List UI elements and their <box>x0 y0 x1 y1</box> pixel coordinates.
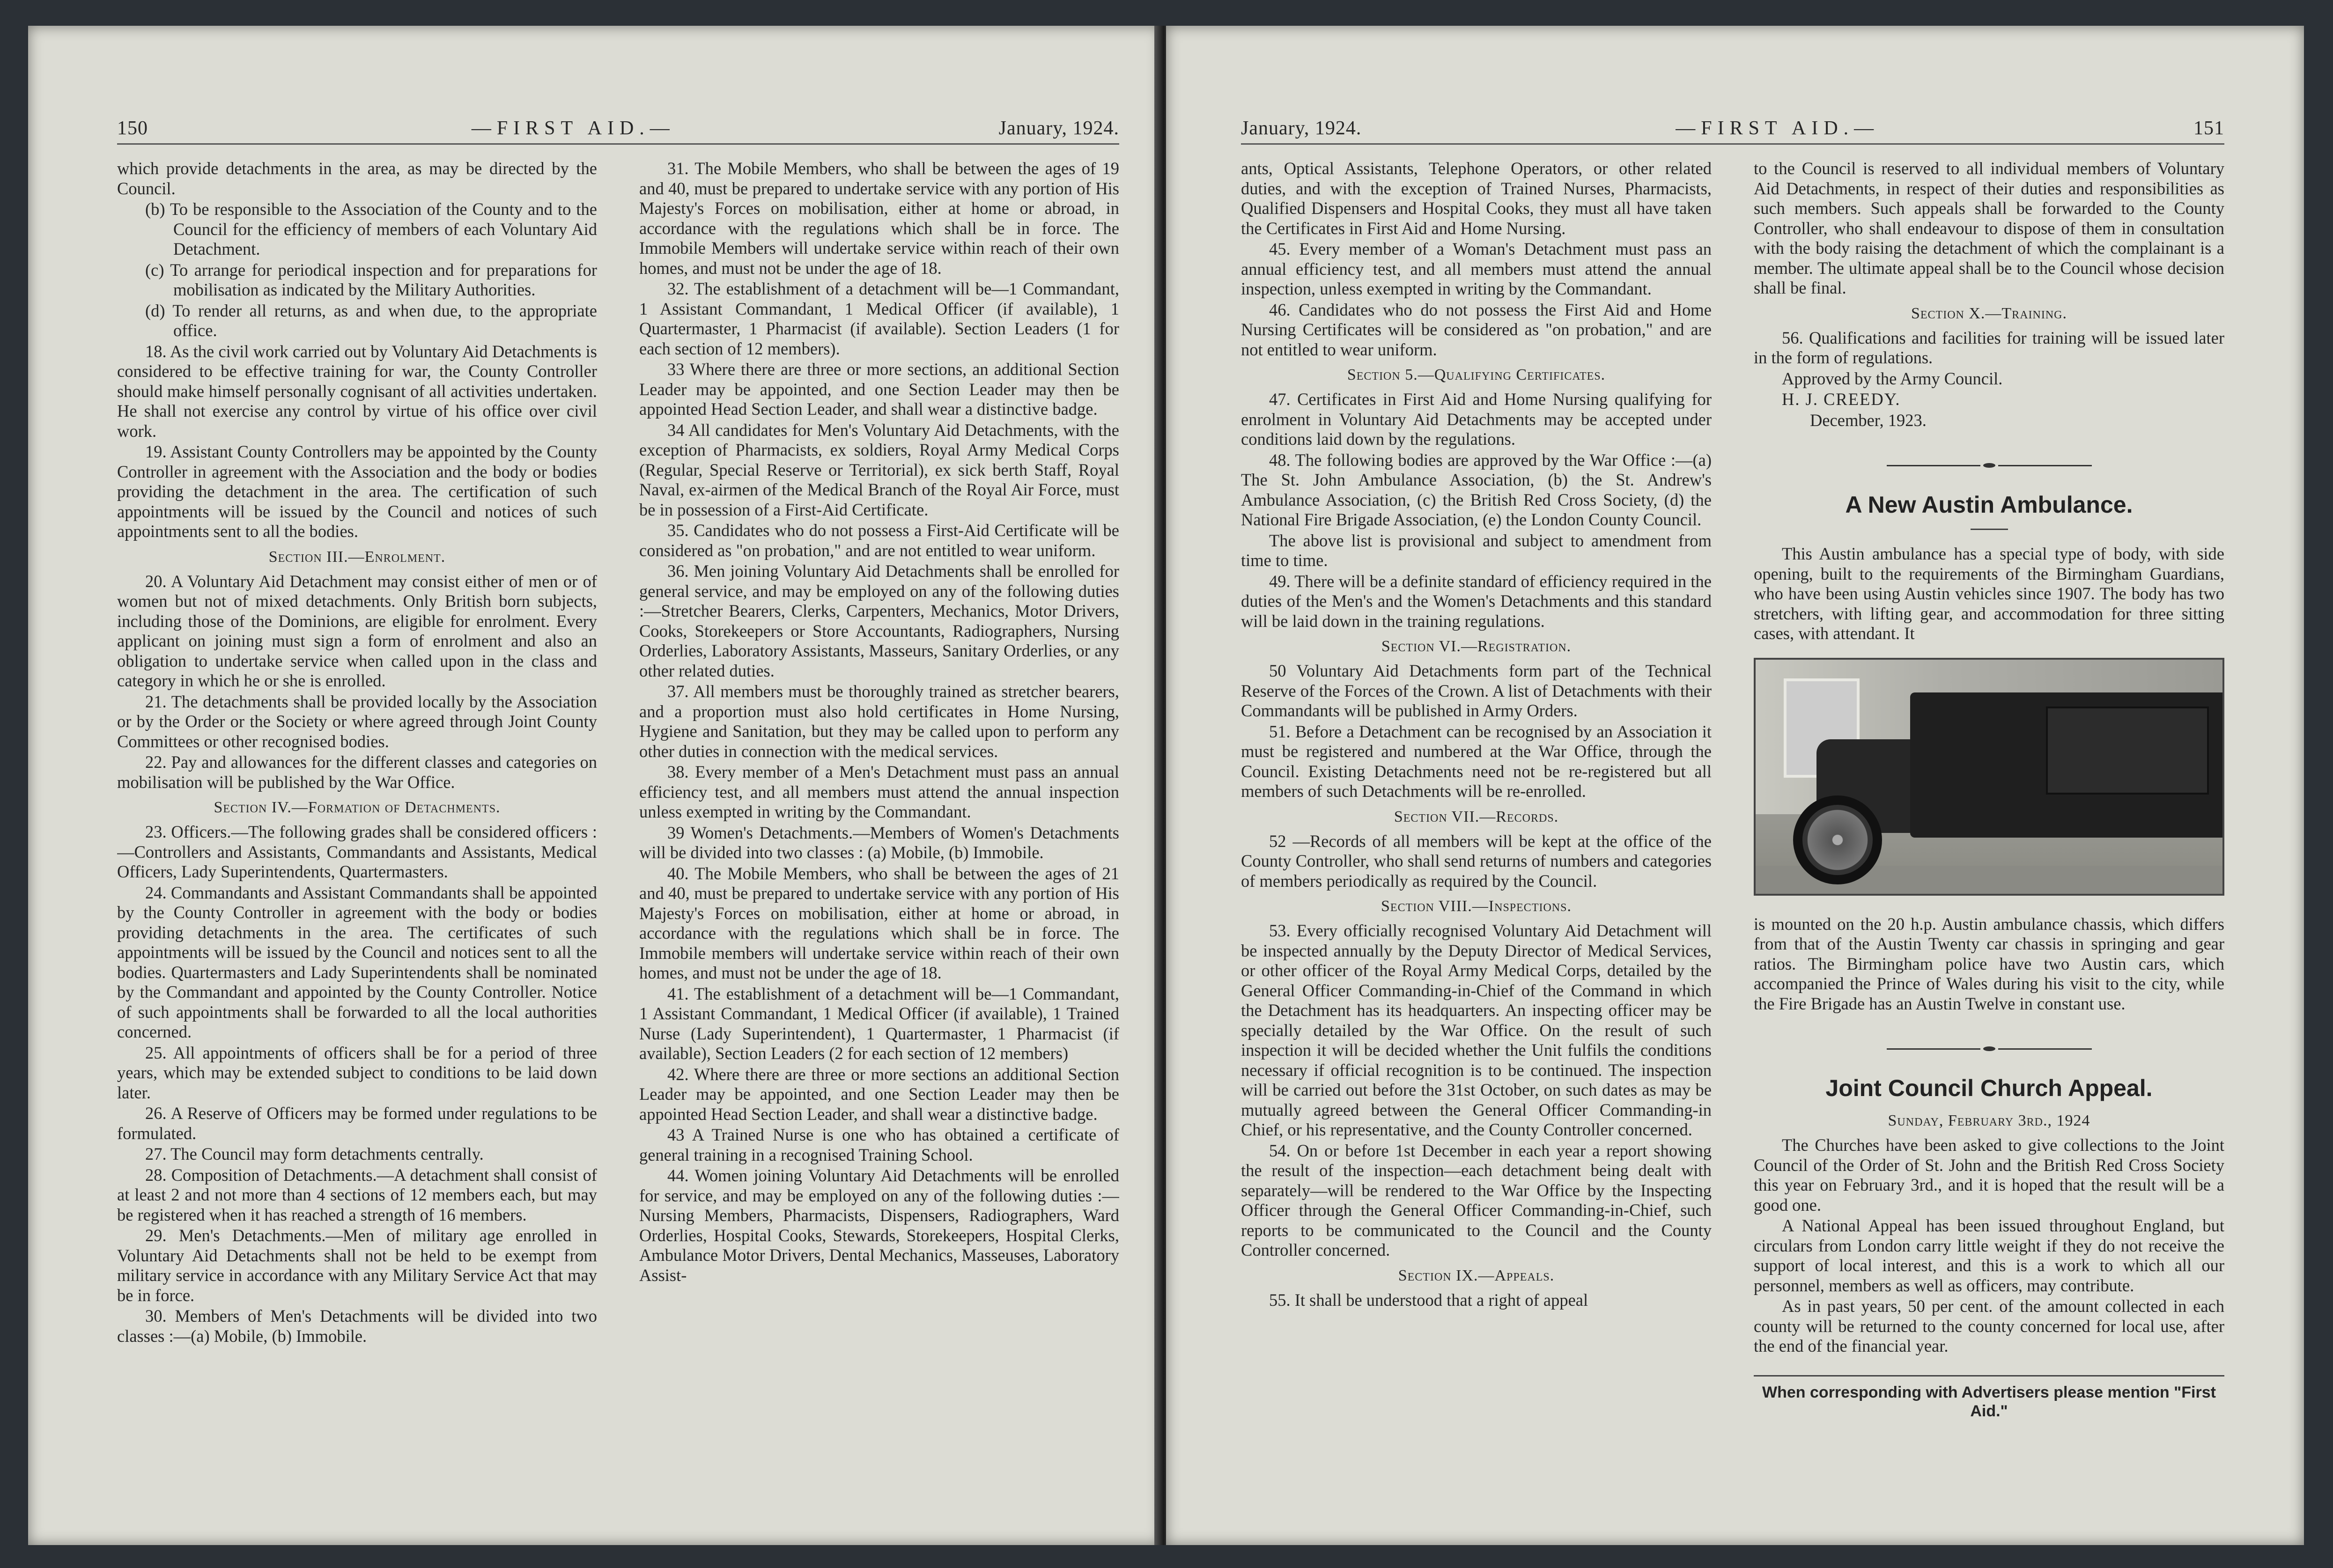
signature-date: December, 1923. <box>1810 410 1927 430</box>
section-heading: Section III.—Enrolment. <box>268 548 446 566</box>
publication-title: —FIRST AID.— <box>1676 118 1880 139</box>
paragraph: 26. A Reserve of Officers may be formed under regulations to be formulated. <box>117 1104 597 1143</box>
paragraph: 37. All members must be thoroughly trained as stretcher bearers, and a proportion must also hold certificates in Home Nursing, Hygiene and Sanitation, but they may be called upon to perform any other duties in connection with the medical services. <box>639 682 1119 761</box>
austin-paragraph-2: is mounted on the 20 h.p. Austin ambulance chassis, which differs from that of the Austin Twenty car chassis in springing and gear ratios. The Birmingham police have two Austin cars, which accompanied the Prince of Wales during his visit to the city, while the Fire Brigade has an Austin Twelve in constant use. <box>1754 914 2224 1013</box>
paragraph: 55. It shall be understood that a right of appeal <box>1269 1290 1588 1310</box>
paragraph: (b) To be responsible to the Association of the County and to the Council for the efficiency of members of each Voluntary Aid Detachment. <box>145 199 597 258</box>
section-heading: Section VIII.—Inspections. <box>1381 898 1572 915</box>
paragraph: 24. Commandants and Assistant Commandants shall be appointed by the County Controller in agreement with the body or bodies providing detachments in the area. The certificates of such appointments will be issued by the Council and notices sent to all the bodies. Quartermasters and Lady Superintendents shall be nominated by the Commandant and appointed by the County Controller. Notice of such appointments shall be forwarded to all the local authorities concerned. <box>117 883 597 1041</box>
right-column-2 <box>1754 159 2224 1526</box>
paragraph: 32. The establishment of a detachment will be—1 Commandant, 1 Assistant Commandant, 1 Medical Officer (if available), 1 Quartermaster, 1 Pharmacist (if available). Section Leaders (1 for each section of 12 members). <box>639 279 1119 358</box>
paragraph: 50 Voluntary Aid Detachments form part of the Technical Reserve of the Forces of the Crown. A list of Detachments with their Commandants will be published in Army Orders. <box>1241 661 1712 720</box>
signature: H. J. CREEDY. <box>1782 390 1901 409</box>
article-title-austin: A New Austin Ambulance. <box>1845 492 2133 518</box>
paragraph: ants, Optical Assistants, Telephone Operators, or other related duties, and with the exception of Trained Nurses, Pharmacists, Qualified Dispensers and Hospital Cooks, they must all have taken the Certificates in First Aid and Home Nursing. <box>1241 159 1712 238</box>
appeal-paragraph: The Churches have been asked to give collections to the Joint Council of the Order of St. John and the British Red Cross Society this year on February 3rd., and it is hoped that the result will be a good one. <box>1754 1135 2224 1215</box>
paragraph: 46. Candidates who do not possess the First Aid and Home Nursing Certificates will be considered as "on probation," and are not entitled to wear uniform. <box>1241 300 1712 359</box>
running-head-left <box>117 117 1119 145</box>
appeal-paragraph: A National Appeal has been issued throughout England, but circulars from London carry little weight if they do not receive the support of local interest, and this is a work to which all our personnel, members as well as officers, may contribute. <box>1754 1216 2224 1295</box>
paragraph: 56. Qualifications and facilities for training will be issued later in the form of regulations. <box>1754 328 2224 367</box>
paragraph: to the Council is reserved to all individual members of Voluntary Aid Detachments, in respect of their duties and responsibilities as such members. Such appeals shall be forwarded to the County Controller, who shall endeavour to dispose of them in consultation with the body raising the detachment of which the complainant is a member. The ultimate appeal shall be to the Council whose decision shall be final. <box>1754 159 2224 297</box>
paragraph: 29. Men's Detachments.—Men of military age enrolled in Voluntary Aid Detachments shall not be held to be exempt from military service in accordance with any Military Service Act that may be in force. <box>117 1226 597 1305</box>
paragraph: 52 —Records of all members will be kept at the office of the County Controller, who shall send returns of numbers and categories of members periodically as required by the Council. <box>1241 831 1712 891</box>
paragraph: 33 Where there are three or more sections, an additional Section Leader may be appointed, and one Section Leader may then be appointed Head Section Leader, and shall wear a distinctive badge. <box>639 360 1119 419</box>
section-heading: Section X.—Training. <box>1911 304 2067 322</box>
austin-paragraph-1: This Austin ambulance has a special type of body, with side opening, built to the requirements of the Birmingham Guardians, who have been using Austin vehicles since 1907. The body has two stretchers, with lifting gear, and accommodation for three sitting cases, with attendant. It <box>1754 544 2224 643</box>
left-column-2 <box>639 159 1119 1526</box>
paragraph: (c) To arrange for periodical inspection and for preparations for mobilisation as indicated by the Military Authorities. <box>145 260 597 299</box>
ornamental-divider <box>1754 1046 2224 1051</box>
ornamental-divider <box>1754 463 2224 468</box>
paragraph: 42. Where there are three or more sections an additional Section Leader may be appointed, and one Section Leader may then be appointed Head Section Leader, and shall wear a distinctive badge. <box>639 1064 1119 1124</box>
paragraph: 40. The Mobile Members, who shall be between the ages of 21 and 40, must be prepared to undertake service with any portion of His Majesty's Forces on mobilisation, either at home or abroad, in accordance with the regulations which shall be in force. The Immobile members will undertake service within reach of their own homes, and must not be under the age of 18. <box>639 863 1119 982</box>
section-heading: Section IV.—Formation of Detachments. <box>214 799 501 816</box>
paragraph: 48. The following bodies are approved by the War Office :—(a) The St. John Ambulance Association, (b) the St. Andrew's Ambulance Association, (c) the British Red Cross Society, (d) the National Fire Brigade Association, (e) the London County Council. <box>1241 450 1712 529</box>
paragraph: 28. Composition of Detachments.—A detachment shall consist of at least 2 and not more than 4 sections of 12 members each, but may be registered when it has reached a strength of 16 members. <box>117 1165 597 1224</box>
appeal-paragraph: As in past years, 50 per cent. of the amount collected in each county will be returned to the county concerned for local use, after the end of the financial year. <box>1754 1296 2224 1355</box>
paragraph: 49. There will be a definite standard of efficiency required in the duties of the Men's and the Women's Detachments and this standard will be laid down in the training regulations. <box>1241 571 1712 631</box>
paragraph: 38. Every member of a Men's Detachment must pass an annual efficiency test, and all members must attend the annual inspection unless exempted in writing by the Commandant. <box>639 762 1119 821</box>
paragraph: 54. On or before 1st December in each year a report showing the result of the inspection—each detachment being dealt with separately—will be rendered to the War Office by the Inspecting Officer through the General Officer Commanding-in-Chief, such reports to be communicated to the Council and the County Controller concerned. <box>1241 1141 1712 1259</box>
ambulance-photo <box>1754 658 2224 896</box>
advertiser-notice: When corresponding with Advertisers please mention "First Aid." <box>1754 1375 2224 1421</box>
paragraph: 30. Members of Men's Detachments will be divided into two classes :—(a) Mobile, (b) Immobile. <box>117 1306 597 1346</box>
paragraph: 45. Every member of a Woman's Detachment must pass an annual efficiency test, and all members must attend the annual inspection, unless exempted in writing by the Commandant. <box>1241 239 1712 298</box>
paragraph: The above list is provisional and subject to amendment from time to time. <box>1241 530 1712 570</box>
paragraph: 43 A Trained Nurse is one who has obtained a certificate of general training in a recognised Training School. <box>639 1125 1119 1164</box>
paragraph: 21. The detachments shall be provided locally by the Association or by the Order or the Society or where agreed through Joint County Committees or other recognised bodies. <box>117 692 597 751</box>
paragraph: (d) To render all returns, as and when due, to the appropriate office. <box>145 301 597 340</box>
paragraph: 39 Women's Detachments.—Members of Women's Detachments will be divided into two classes : (a) Mobile, (b) Immobile. <box>639 823 1119 862</box>
paragraph: 23. Officers.—The following grades shall be considered officers :—Controllers and Assistants, Commandants and Assistants, Medical Officers, Lady Superintendents, Quartermasters. <box>117 822 597 881</box>
paragraph: 34 All candidates for Men's Voluntary Aid Detachments, with the exception of Pharmacists, ex soldiers, Royal Army Medical Corps (Regular, Special Reserve or Territorial), ex sick berth Staff, Royal Naval, ex-airmen of the Medical Branch of the Royal Air Force, must be in possession of a First-Aid Certificate. <box>639 420 1119 519</box>
paragraph: 44. Women joining Voluntary Aid Detachments will be enrolled for service, and may be employed on any of the following duties :—Nursing Members, Pharmacists, Dispensers, Radiographers, Ward Orderlies, Hospital Cooks, Stewards, Storekeepers, Hospital Clerks, Ambulance Motor Drivers, Dental Mechanics, Masseuses, Laboratory Assist- <box>639 1166 1119 1285</box>
paragraph: 25. All appointments of officers shall be for a period of three years, which may be extended subject to conditions to be laid down later. <box>117 1043 597 1102</box>
paragraph: 22. Pay and allowances for the different classes and categories on mobilisation will be published by the War Office. <box>117 752 597 792</box>
issue-date: January, 1924. <box>1241 118 1362 139</box>
paragraph: 31. The Mobile Members, who shall be between the ages of 19 and 40, must be prepared to undertake service with any portion of His Majesty's Forces on mobilisation, either at home or abroad, in accordance with the regulations which shall be in force. The Immobile Members will undertake service within reach of their own homes, and must not be under the age of 18. <box>639 159 1119 278</box>
paragraph: which provide detachments in the area, as may be directed by the Council. <box>117 159 597 198</box>
paragraph: 41. The establishment of a detachment will be—1 Commandant, 1 Assistant Commandant, 1 Medical Officer (if available), 1 Trained Nurse (Lady Superintendent), 1 Quartermaster, 1 Pharmacist (if available), Section Leaders (2 for each section of 12 members) <box>639 984 1119 1063</box>
running-head-right <box>1241 117 2224 145</box>
article-title-appeal: Joint Council Church Appeal. <box>1825 1075 2153 1101</box>
section-heading: Section VI.—Registration. <box>1381 638 1572 655</box>
right-page <box>1166 26 2304 1545</box>
paragraph: 35. Candidates who do not possess a First-Aid Certificate will be considered as "on probation," and are not entitled to wear uniform. <box>639 521 1119 560</box>
paragraph: 47. Certificates in First Aid and Home Nursing qualifying for enrolment in Voluntary Aid Detachments may be accepted under conditions laid down by the regulations. <box>1241 390 1712 449</box>
paragraph: 19. Assistant County Controllers may be appointed by the County Controller in agreement with the Association and the body or bodies providing the detachment in the area. The certification of such appointments will be issued by the Council and notices of such appointments sent to all the bodies. <box>117 442 597 541</box>
right-column-1 <box>1241 159 1712 1526</box>
page-number: 150 <box>117 118 148 139</box>
publication-title: —FIRST AID.— <box>471 118 675 139</box>
issue-date: January, 1924. <box>998 118 1119 139</box>
section-heading: Section VII.—Records. <box>1394 808 1559 825</box>
paragraph: 53. Every officially recognised Voluntary Aid Detachment will be inspected annually by the Deputy Director of Medical Services, or other officer of the Royal Army Medical Corps, detailed by the General Officer Commanding-in-Chief of the Command in which the Detachment has its headquarters. An inspecting officer may be specially detailed by the War Office. On the result of such inspection it will be decided whether the Unit fulfils the conditions necessary if official recognition is to be continued. The inspection will be carried out before the 31st October, on such dates as may be mutually agreed between the General Officer Commanding-in Chief, or his representative, and the County Controller concerned. <box>1241 921 1712 1139</box>
appeal-dateline: Sunday, February 3rd., 1924 <box>1888 1112 2090 1129</box>
left-column-1 <box>117 159 597 1526</box>
paragraph: 18. As the civil work carried out by Voluntary Aid Detachments is considered to be effective training for war, the County Controller should make himself personally cognisant of all activities undertaken. He shall not exercise any control by virtue of his office over civil work. <box>117 341 597 441</box>
title-rule <box>1971 529 2008 530</box>
paragraph: 20. A Voluntary Aid Detachment may consist either of men or of women but not of mixed detachments. Only British born subjects, including those of the Dominions, are eligible for enrolment. Every applicant on joining must sign a form of enrolment and also an obligation to undertake service when called upon in the class and category in which he or she is enrolled. <box>117 571 597 690</box>
left-page <box>28 26 1161 1545</box>
paragraph: 36. Men joining Voluntary Aid Detachments shall be enrolled for general service, and may be employed on any of the following duties :—Stretcher Bearers, Clerks, Carpenters, Mechanics, Motor Drivers, Cooks, Storekeepers or Store Accountants, Radiographers, Nursing Orderlies, Laboratory Assistants, Masseurs, Sanitary Orderlies, or any other related duties. <box>639 561 1119 680</box>
paragraph: Approved by the Army Council. <box>1782 368 2003 388</box>
paragraph: 51. Before a Detachment can be recognised by an Association it must be registered and numbered at the War Office, through the Council. Existing Detachments need not be re-registered but all members of such Detachments will be re-enrolled. <box>1241 721 1712 801</box>
paragraph: 27. The Council may form detachments centrally. <box>145 1144 484 1163</box>
regulations-end <box>1754 159 2224 389</box>
section-heading: Section 5.—Qualifying Certificates. <box>1347 366 1606 383</box>
section-heading: Section IX.—Appeals. <box>1398 1266 1555 1284</box>
page-number: 151 <box>2193 118 2224 139</box>
